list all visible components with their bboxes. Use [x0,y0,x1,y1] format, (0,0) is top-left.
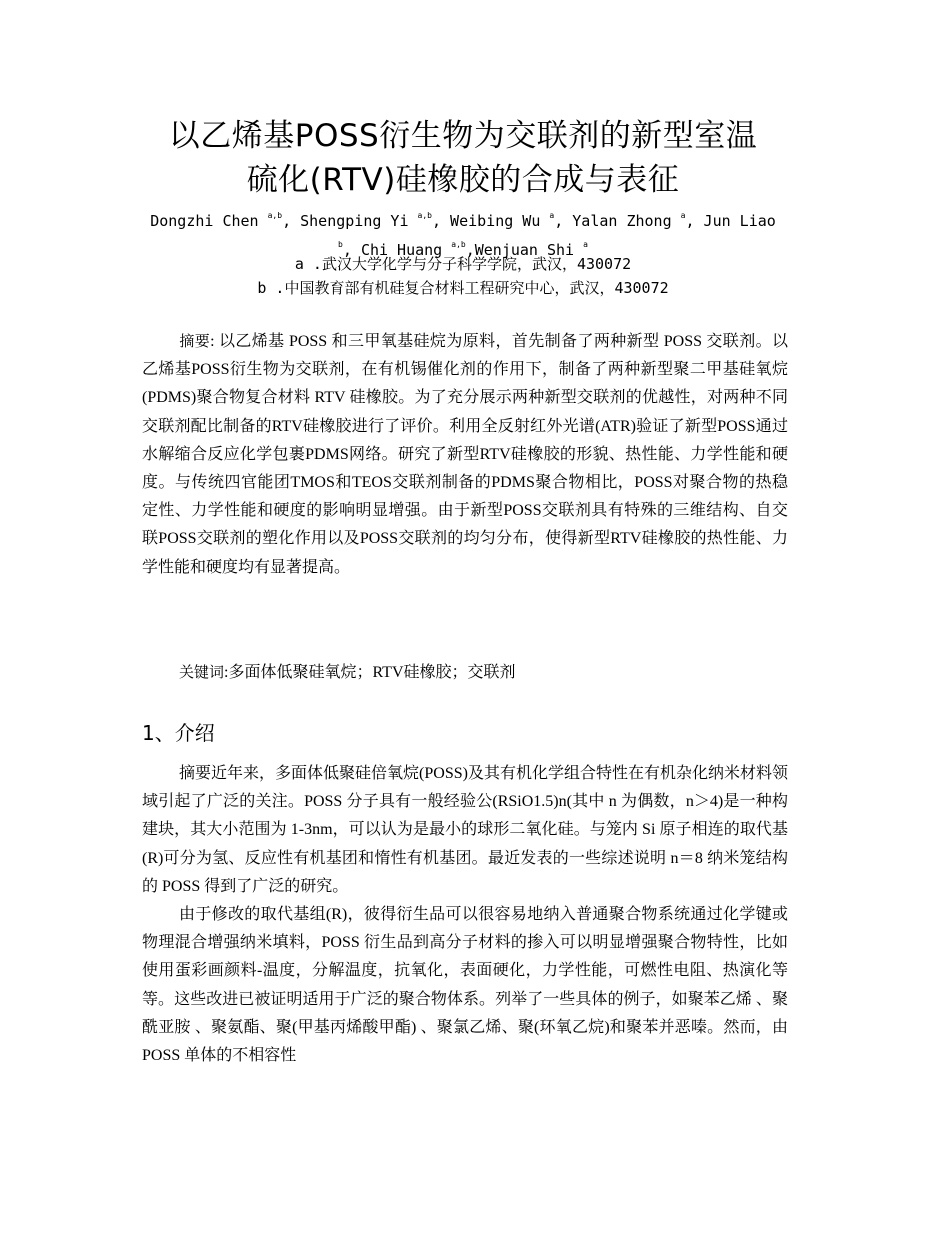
author-affiliation-mark: b [338,240,343,249]
section-body [142,760,788,1070]
paper-title [90,114,836,202]
author-line-2: $^b$, Chi Huang $^{a,b}$,Wenjuan Shi $^a$ [338,240,588,259]
author-name: Weibing Wu [450,212,541,230]
keywords [142,658,788,687]
author-name: Dongzhi Chen [150,212,259,230]
keywords-text: :多面体低聚硅氧烷；RTV硅橡胶；交联剂 [224,664,516,681]
section-heading-introduction: 1、介绍 [142,721,215,745]
abstract-label: 摘要 [179,332,211,350]
keywords-label: 关键词 [179,663,225,681]
author-name: Shengping Yi [300,212,409,230]
author-name: Yalan Zhong [572,212,672,230]
author-affiliation-mark: a,b [417,211,432,220]
affiliation-b: b .中国教育部有机硅复合材料工程研究中心，武汉，430072 [257,279,669,297]
title-line-1: 以乙烯基POSS衍生物为交联剂的新型室温 [168,118,758,154]
affiliation-a: a .武汉大学化学与分子科学学院，武汉，430072 [294,255,632,273]
body-paragraph: 由于修改的取代基组(R)，彼得衍生品可以很容易地纳入普通聚合物系统通过化学键或物理混合增强纳米填料，POSS 衍生品到高分子材料的掺入可以明显增强聚合物特性，比如使用蛋彩画颜料-温度，分解温度，抗氧化，表面硬化，力学性能，可燃性电阻、热演化等等。这些改进已被证明适用于广泛的聚合物体系。列举了一些具体的例子，如聚苯乙烯 、聚酰亚胺 、聚氨酯、聚(甲基丙烯酸甲酯) 、聚氯乙烯、聚(环氧乙烷)和聚苯并恶嗪。然而，由 POSS 单体的不相容性 [142,906,788,1065]
author-line-1: Dongzhi Chen $^{a,b}$, Shengping Yi $^{a,b}$, Weibing Wu $^a$, Yalan Zhong $^a$, Jun Liao [150,211,776,230]
author-affiliation-mark: a [680,211,686,220]
author-name: Chi Huang [360,241,443,259]
author-name: Jun Liao [703,212,776,230]
author-affiliation-mark: a,b [267,211,283,220]
abstract [142,327,788,582]
title-line-2: 硫化(RTV)硅橡胶的合成与表征 [246,162,680,198]
author-name: Wenjuan Shi [474,241,575,259]
abstract-text: : 以乙烯基 POSS 和三甲氧基硅烷为原料，首先制备了两种新型 POSS 交联剂。以乙烯基POSS衍生物为交联剂，在有机锡催化剂的作用下，制备了两种新型聚二甲基硅氧烷(PDMS)聚合物复合材料 RTV 硅橡胶。为了充分展示两种新型交联剂的优越性，对两种不同交联剂配比制备的RTV硅橡胶进行了评价。利用全反射红外光谱(ATR)验证了新型POSS通过水解缩合反应化学包裹PDMS网络。研究了新型RTV硅橡胶的形貌、热性能、力学性能和硬度。与传统四官能团TMOS和TEOS交联剂制备的PDMS聚合物相比，POSS对聚合物的热稳定性、力学性能和硬度的影响明显增强。由于新型POSS交联剂具有特殊的三维结构、自交联POSS交联剂的塑化作用以及POSS交联剂的均匀分布，使得新型RTV硅橡胶的热性能、力学性能和硬度均有显著提高。 [142,333,788,576]
body-paragraph: 摘要近年来，多面体低聚硅倍氧烷(POSS)及其有机化学组合特性在有机杂化纳米材料领域引起了广泛的关注。POSS 分子具有一般经验公(RSiO1.5)n(其中 n 为偶数，n＞4)是一种构建块，其大小范围为 1-3nm，可以认为是最小的球形二氧化硅。与笼内 Si 原子相连的取代基(R)可分为氢、反应性有机基团和惰性有机基团。最近发表的一些综述说明 n＝8 纳米笼结构的 POSS 得到了广泛的研究。 [142,765,788,895]
author-affiliation-mark: a [583,240,588,249]
author-affiliation-mark: a [549,211,555,220]
author-affiliation-mark: a,b [451,240,466,249]
